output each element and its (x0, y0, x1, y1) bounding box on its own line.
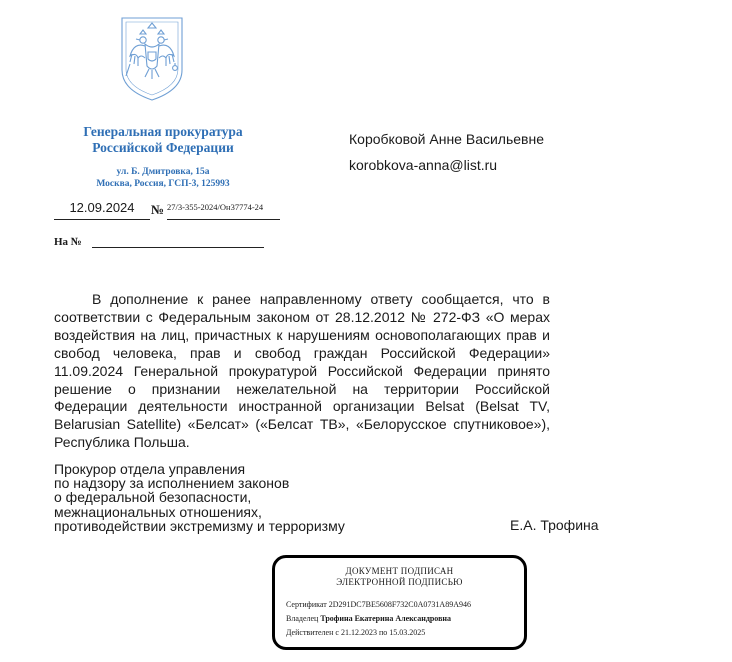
signer-name: Е.А. Трофина (510, 517, 599, 533)
body-paragraph: В дополнение к ранее направленному ответу сообщается, что в соответствии с Федеральным законом от 28.12.2012 № 272-ФЗ «О мерах воздействия на лиц, причастных к нарушениям основополагающих прав и свобод человека, прав и свобод граждан Российской Федерации» 11.09.2024 Генеральной прокуратурой Российской Федерации принято решение о признании нежелательной на территории Российской Федерации деятельности иностранной организации Belsat (Belsat TV, Belarusian Satellite) «Белсат» («Белсат ТВ», «Белорусское спутниковое»), Республика Польша. (54, 291, 550, 451)
coat-of-arms-emblem (116, 14, 188, 102)
valid-to-date: 15.03.2025 (389, 628, 426, 637)
letter-body (54, 291, 550, 452)
stamp-title-line1: ДОКУМЕНТ ПОДПИСАН (345, 566, 454, 576)
reference-number: 27/3-355-2024/Он37774-24 (167, 200, 280, 220)
valid-to-word: по (378, 628, 388, 637)
letterhead-organization (48, 124, 278, 156)
stamp-validity (286, 628, 425, 637)
letterhead-address (48, 166, 278, 190)
valid-from-word: с (335, 628, 339, 637)
in-reply-to-label: На № (54, 236, 82, 248)
document-date: 12.09.2024 (54, 200, 150, 220)
recipient-block (349, 126, 544, 178)
stamp-certificate (286, 600, 471, 609)
position-line: противодействии экстремизму и терроризму (54, 517, 345, 534)
owner-label: Владелец (286, 614, 319, 623)
in-reply-to-blank-line (92, 246, 264, 248)
certificate-label: Сертификат (286, 600, 327, 609)
electronic-signature-stamp (272, 555, 527, 650)
position-line: Прокурор отдела управления (54, 461, 246, 477)
address-line2: Москва, Россия, ГСП-3, 125993 (96, 179, 230, 189)
valid-from-date: 21.12.2023 (340, 628, 377, 637)
org-name-line1: Генеральная прокуратура (83, 124, 243, 139)
stamp-title-line2: ЭЛЕКТРОННОЙ ПОДПИСЬЮ (336, 577, 463, 587)
stamp-owner (286, 614, 451, 623)
org-name-line2: Российской Федерации (92, 140, 234, 155)
double-headed-eagle-icon (116, 14, 188, 102)
position-line: межнациональных отношениях, (54, 503, 262, 520)
number-sign: № (151, 202, 165, 217)
recipient-name: Коробковой Анне Васильевне (349, 131, 545, 147)
position-line: о федеральной безопасности, (54, 489, 252, 506)
certificate-value: 2D291DC7BE5608F732C0A0731A89A946 (328, 600, 471, 609)
position-line: по надзору за исполнением законов (54, 475, 290, 492)
owner-value: Трофина Екатерина Александровна (320, 614, 452, 623)
recipient-email: korobkova-anna@list.ru (349, 157, 498, 173)
signer-position (54, 462, 345, 533)
address-line1: ул. Б. Дмитровка, 15а (116, 167, 210, 177)
valid-label: Действителен (286, 628, 334, 637)
